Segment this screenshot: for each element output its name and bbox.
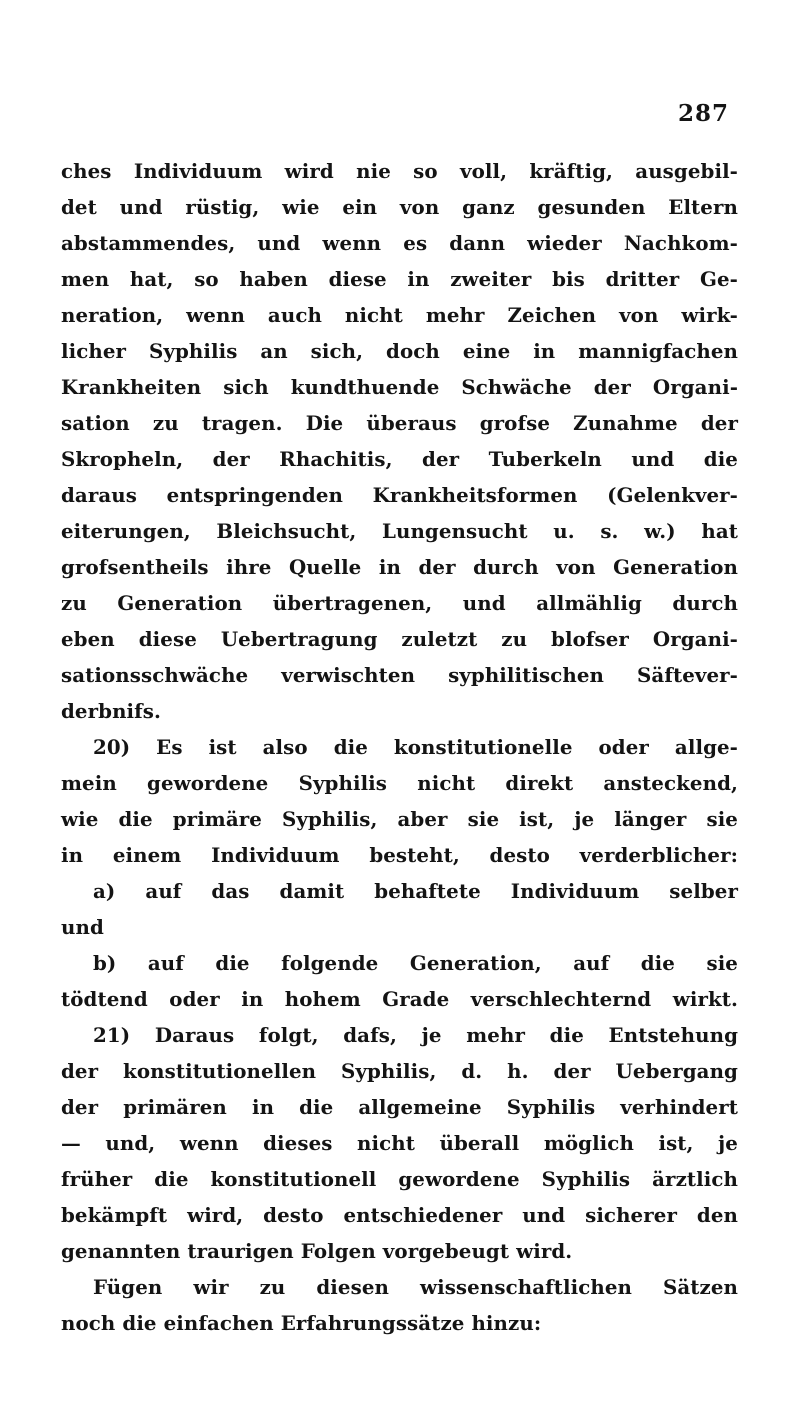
text-line: der konstitutionellen Syphilis, d. h. der Uebergang [61, 1059, 738, 1083]
text-line: grofsentheils ihre Quelle in der durch von Generation [61, 555, 738, 579]
text-line: wie die primäre Syphilis, aber sie ist, je länger sie [61, 807, 738, 831]
text-line: und [61, 915, 104, 939]
text-line: — und, wenn dieses nicht überall möglich ist, je [61, 1131, 738, 1155]
text-line: b) auf die folgende Generation, auf die sie [93, 951, 738, 975]
text-line: Krankheiten sich kundthuende Schwäche der Organi- [61, 375, 738, 399]
page-number: 287 [677, 100, 729, 127]
text-line: eiterungen, Bleichsucht, Lungensucht u. s. w.) hat [61, 519, 738, 543]
text-line: ches Individuum wird nie so voll, kräftig, ausgebil- [61, 159, 738, 183]
text-line: bekämpft wird, desto entschiedener und sicherer den [61, 1203, 738, 1227]
text-line: det und rüstig, wie ein von ganz gesunden Eltern [61, 195, 738, 219]
text-line: licher Syphilis an sich, doch eine in mannigfachen [61, 339, 738, 363]
text-line: daraus entspringenden Krankheitsformen (Gelenkver- [61, 483, 738, 507]
text-line: genannten traurigen Folgen vorgebeugt wird. [61, 1239, 573, 1263]
text-line: derbnifs. [61, 699, 161, 723]
text-line: noch die einfachen Erfahrungssätze hinzu: [61, 1311, 542, 1335]
text-line: 21) Daraus folgt, dafs, je mehr die Entstehung [93, 1023, 738, 1047]
text-line: neration, wenn auch nicht mehr Zeichen von wirk- [61, 303, 738, 327]
text-line: eben diese Uebertragung zuletzt zu blofser Organi- [61, 627, 738, 651]
text-line: men hat, so haben diese in zweiter bis dritter Ge- [61, 267, 738, 291]
text-line: früher die konstitutionell gewordene Syphilis ärztlich [61, 1167, 738, 1191]
text-line: sationsschwäche verwischten syphilitischen Säftever- [61, 663, 738, 687]
text-line: Skropheln, der Rhachitis, der Tuberkeln und die [61, 447, 738, 471]
text-line: in einem Individuum besteht, desto verderblicher: [61, 843, 738, 867]
text-line: 20) Es ist also die konstitutionelle oder allge- [93, 735, 738, 759]
text-line: der primären in die allgemeine Syphilis verhindert [61, 1095, 738, 1119]
text-line: abstammendes, und wenn es dann wieder Nachkom- [61, 231, 738, 255]
text-line: tödtend oder in hohem Grade verschlechternd wirkt. [61, 987, 738, 1011]
text-line: sation zu tragen. Die überaus grofse Zunahme der [61, 411, 738, 435]
text-line: zu Generation übertragenen, und allmählig durch [61, 591, 738, 615]
text-line: mein gewordene Syphilis nicht direkt ansteckend, [61, 771, 738, 795]
text-line: a) auf das damit behaftete Individuum selber [93, 879, 738, 903]
text-line: Fügen wir zu diesen wissenschaftlichen Sätzen [93, 1275, 738, 1299]
